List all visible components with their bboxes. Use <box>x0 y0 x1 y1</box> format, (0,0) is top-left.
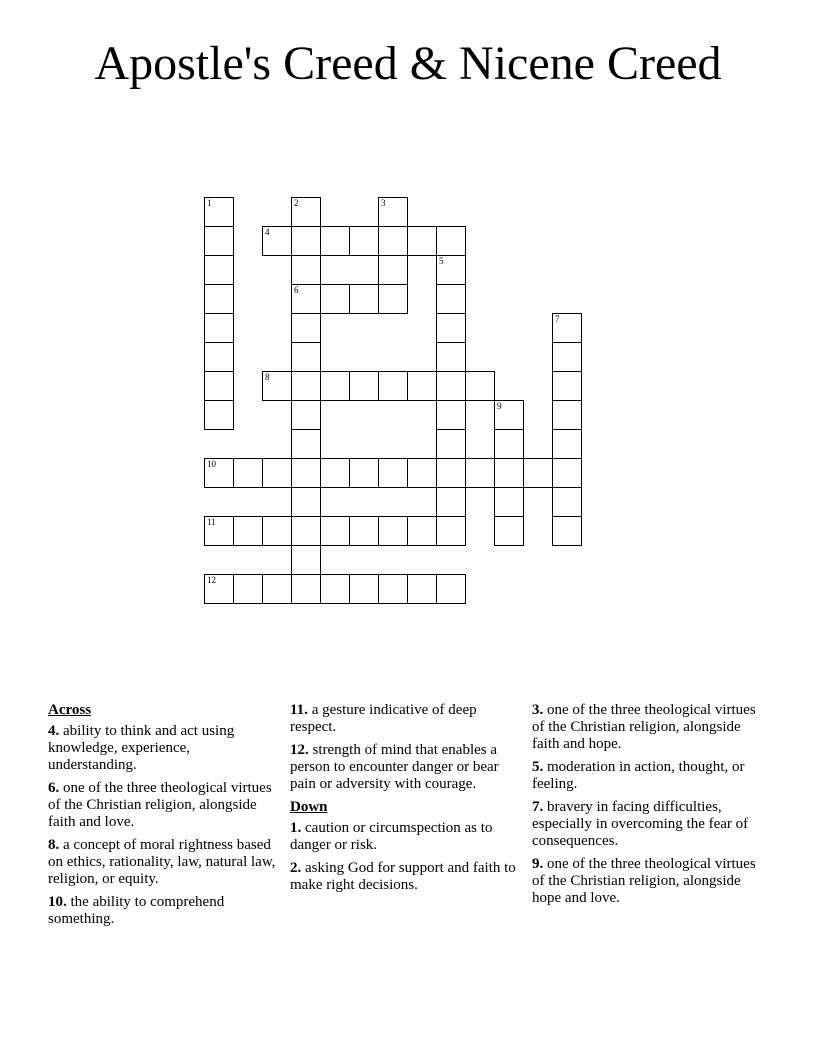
clue-across-6 <box>48 780 280 831</box>
grid-cell[interactable] <box>262 226 292 256</box>
grid-cell[interactable] <box>378 197 408 227</box>
cell-number: 4 <box>265 227 270 237</box>
grid-cell[interactable] <box>378 458 408 488</box>
grid-cell[interactable] <box>204 284 234 314</box>
clue-across-10 <box>48 894 280 928</box>
clue-down-9 <box>532 856 764 907</box>
grid-cell[interactable] <box>378 371 408 401</box>
cell-number: 10 <box>207 459 216 469</box>
grid-cell[interactable] <box>291 574 321 604</box>
clue-text: the ability to comprehend something. <box>48 894 225 927</box>
grid-cell[interactable] <box>204 313 234 343</box>
grid-cell[interactable] <box>291 487 321 517</box>
grid-cell[interactable] <box>436 255 466 285</box>
grid-cell[interactable] <box>320 574 350 604</box>
grid-cell[interactable] <box>552 516 582 546</box>
grid-cell[interactable] <box>291 197 321 227</box>
grid-cell[interactable] <box>291 516 321 546</box>
grid-cell[interactable] <box>291 255 321 285</box>
grid-cell[interactable] <box>436 458 466 488</box>
clue-down-3 <box>532 702 764 753</box>
grid-cell[interactable] <box>262 516 292 546</box>
cell-number: 7 <box>555 314 560 324</box>
grid-cell[interactable] <box>494 487 524 517</box>
clue-number: 12. <box>290 742 309 758</box>
clue-number: 3. <box>532 702 544 718</box>
cell-number: 6 <box>294 285 299 295</box>
grid-cell[interactable] <box>262 458 292 488</box>
cell-number: 1 <box>207 198 212 208</box>
grid-cell[interactable] <box>349 284 379 314</box>
grid-cell[interactable] <box>291 313 321 343</box>
clue-down-1 <box>290 820 516 854</box>
grid-cell[interactable] <box>494 458 524 488</box>
clue-across-11 <box>290 702 516 736</box>
grid-cell[interactable] <box>436 400 466 430</box>
grid-cell[interactable] <box>320 226 350 256</box>
grid-cell[interactable] <box>349 458 379 488</box>
grid-cell[interactable] <box>291 400 321 430</box>
grid-cell[interactable] <box>204 458 234 488</box>
grid-cell[interactable] <box>378 255 408 285</box>
clue-down-5 <box>532 759 764 793</box>
clue-number: 4. <box>48 723 60 739</box>
clue-down-7 <box>532 799 764 850</box>
cell-number: 12 <box>207 575 216 585</box>
clue-number: 5. <box>532 759 544 775</box>
grid-cell[interactable] <box>204 342 234 372</box>
clue-text: one of the three theological virtues of the Christian religion, alongside faith and love. <box>48 780 272 830</box>
cell-number: 2 <box>294 198 299 208</box>
grid-cell[interactable] <box>436 313 466 343</box>
clue-across-4 <box>48 723 280 774</box>
grid-cell[interactable] <box>291 371 321 401</box>
clue-number: 8. <box>48 837 60 853</box>
grid-cell[interactable] <box>552 458 582 488</box>
clue-text: ability to think and act using knowledge, experience, understanding. <box>48 723 235 773</box>
grid-cell[interactable] <box>436 574 466 604</box>
cell-number: 11 <box>207 517 216 527</box>
grid-cell[interactable] <box>233 574 263 604</box>
grid-cell[interactable] <box>378 284 408 314</box>
grid-cell[interactable] <box>436 371 466 401</box>
page-title: Apostle's Creed & Nicene Creed <box>94 37 722 90</box>
grid-cell[interactable] <box>291 458 321 488</box>
grid-cell[interactable] <box>494 429 524 459</box>
clue-number: 6. <box>48 780 60 796</box>
grid-cell[interactable] <box>465 371 495 401</box>
grid-cell[interactable] <box>407 458 437 488</box>
clue-across-12 <box>290 742 516 793</box>
clue-text: bravery in facing difficulties, especially in overcoming the fear of consequences. <box>532 799 749 849</box>
grid-cell[interactable] <box>349 574 379 604</box>
across-heading: Across <box>48 702 92 718</box>
grid-cell[interactable] <box>291 226 321 256</box>
grid-cell[interactable] <box>204 371 234 401</box>
grid-cell[interactable] <box>407 226 437 256</box>
grid-cell[interactable] <box>436 487 466 517</box>
clues-column-3 <box>532 702 764 913</box>
grid-cell[interactable] <box>233 516 263 546</box>
grid-cell[interactable] <box>204 574 234 604</box>
clue-across-8 <box>48 837 280 888</box>
grid-cell[interactable] <box>378 516 408 546</box>
grid-cell[interactable] <box>204 255 234 285</box>
grid-cell[interactable] <box>465 458 495 488</box>
cell-number: 8 <box>265 372 270 382</box>
grid-cell[interactable] <box>407 371 437 401</box>
grid-cell[interactable] <box>349 516 379 546</box>
grid-cell[interactable] <box>552 371 582 401</box>
grid-cell[interactable] <box>320 371 350 401</box>
grid-cell[interactable] <box>204 197 234 227</box>
grid-cell[interactable] <box>494 400 524 430</box>
grid-cell[interactable] <box>494 516 524 546</box>
grid-cell[interactable] <box>378 574 408 604</box>
grid-cell[interactable] <box>378 226 408 256</box>
clue-text: one of the three theological virtues of the Christian religion, alongside hope and love. <box>532 856 756 906</box>
grid-cell[interactable] <box>204 400 234 430</box>
clue-number: 7. <box>532 799 544 815</box>
grid-cell[interactable] <box>262 574 292 604</box>
grid-cell[interactable] <box>349 371 379 401</box>
clue-text: one of the three theological virtues of the Christian religion, alongside faith and hope. <box>532 702 756 752</box>
clue-number: 1. <box>290 820 302 836</box>
down-heading: Down <box>290 799 328 815</box>
clue-number: 9. <box>532 856 544 872</box>
grid-cell[interactable] <box>552 429 582 459</box>
clue-text: caution or circumspection as to danger or risk. <box>290 820 493 853</box>
clue-text: moderation in action, thought, or feeling. <box>532 759 745 792</box>
grid-cell[interactable] <box>436 226 466 256</box>
grid-cell[interactable] <box>262 371 292 401</box>
clues-column-2 <box>290 702 516 900</box>
cell-number: 3 <box>381 198 386 208</box>
grid-cell[interactable] <box>436 342 466 372</box>
grid-cell[interactable] <box>320 458 350 488</box>
grid-cell[interactable] <box>291 342 321 372</box>
cell-number: 9 <box>497 401 502 411</box>
grid-cell[interactable] <box>407 574 437 604</box>
grid-cell[interactable] <box>291 429 321 459</box>
clue-number: 11. <box>290 702 308 718</box>
grid-cell[interactable] <box>349 226 379 256</box>
grid-cell[interactable] <box>320 284 350 314</box>
grid-cell[interactable] <box>436 516 466 546</box>
clue-number: 2. <box>290 860 302 876</box>
clue-text: a gesture indicative of deep respect. <box>290 702 477 735</box>
grid-cell[interactable] <box>204 226 234 256</box>
grid-cell[interactable] <box>204 516 234 546</box>
grid-cell[interactable] <box>552 487 582 517</box>
grid-cell[interactable] <box>233 458 263 488</box>
grid-cell[interactable] <box>320 516 350 546</box>
grid-cell[interactable] <box>552 400 582 430</box>
grid-cell[interactable] <box>436 429 466 459</box>
grid-cell[interactable] <box>291 545 321 575</box>
clue-text: strength of mind that enables a person to encounter danger or bear pain or adversity with courage. <box>290 742 499 792</box>
grid-cell[interactable] <box>552 313 582 343</box>
clue-down-2 <box>290 860 516 894</box>
clue-text: asking God for support and faith to make right decisions. <box>290 860 516 893</box>
grid-cell[interactable] <box>552 342 582 372</box>
grid-cell[interactable] <box>291 284 321 314</box>
clue-number: 10. <box>48 894 67 910</box>
cell-number: 5 <box>439 256 444 266</box>
grid-cell[interactable] <box>436 284 466 314</box>
clues-column-1 <box>48 702 280 934</box>
grid-cell[interactable] <box>523 458 553 488</box>
clue-text: a concept of moral rightness based on ethics, rationality, law, natural law, religion, or equity. <box>48 837 276 887</box>
grid-cell[interactable] <box>407 516 437 546</box>
